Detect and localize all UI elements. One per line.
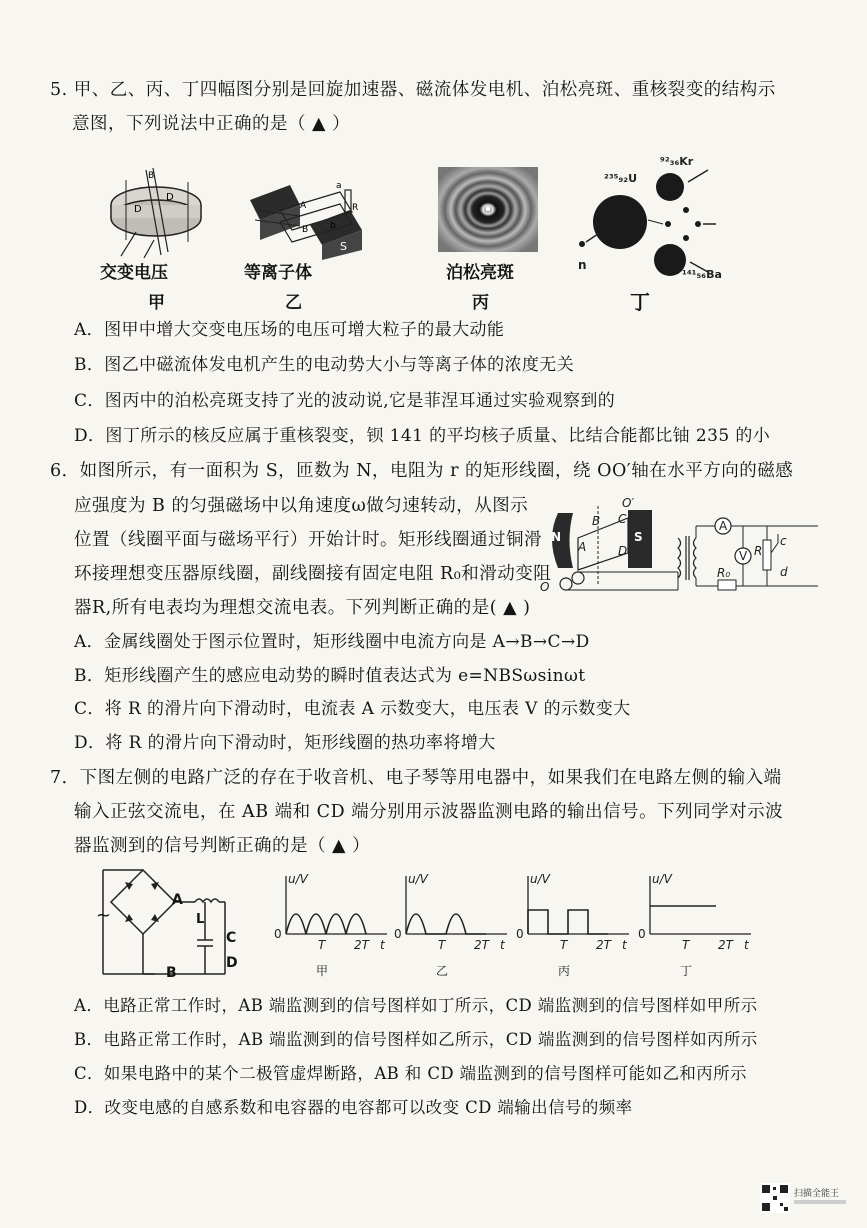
svg-text:B: B — [302, 225, 309, 235]
q6-option-c: C．将 R 的滑片向下滑动时，电流表 A 示数变大，电压表 V 的示数变大 — [74, 699, 631, 719]
scanner-brand: 扫描全能王 — [794, 1189, 840, 1199]
label-krypton: ⁹²₃₆Kr — [660, 155, 694, 168]
graph-bing-tick-2t: 2T — [596, 938, 611, 952]
graph-ding-tick-t: T — [682, 938, 690, 952]
graph-jia-y-label: u/V — [288, 872, 308, 886]
graph-jia-t-label: t — [380, 938, 385, 952]
q7-stem-line-2: 输入正弦交流电，在 AB 端和 CD 端分别用示波器监测电路的输出信号。下列同学对示波 — [74, 802, 784, 822]
svg-text:A: A — [300, 201, 307, 211]
graph-yi-y-label: u/V — [408, 872, 428, 886]
fig5-label-yi: 乙 — [285, 293, 302, 313]
graph-jia-tick-2t: 2T — [354, 938, 369, 952]
fig6-label-o-prime: O′ — [622, 496, 635, 510]
q5-option-b: B．图乙中磁流体发电机产生的电动势大小与等离子体的浓度无关 — [74, 355, 575, 375]
ac-source-symbol: ~ — [96, 905, 112, 926]
figure-nuclear-fission — [568, 152, 718, 287]
scanner-subline — [794, 1200, 846, 1204]
q5-stem-line-2: 意图，下列说法中正确的是（ ▲ ） — [72, 114, 351, 134]
svg-text:B: B — [148, 171, 155, 181]
label-neutron: n — [578, 258, 587, 272]
graph-bing-origin: 0 — [516, 927, 524, 941]
q5-stem-line-1: 5. 甲、乙、丙、丁四幅图分别是回旋加速器、磁流体发电机、泊松亮斑、重核裂变的结构示 — [50, 80, 776, 100]
graph-ding-y-label: u/V — [652, 872, 672, 886]
svg-text:D: D — [166, 192, 174, 203]
qr-code-icon — [760, 1183, 790, 1213]
q6-stem-line-5: 器R,所有电表均为理想交流电表。下列判断正确的是( ▲ ) — [74, 598, 531, 618]
fig6-label-s: S — [634, 530, 643, 544]
q6-option-b: B．矩形线圈产生的感应电动势的瞬时值表达式为 e=NBSωsinωt — [74, 666, 586, 686]
fig5-label-jia: 甲 — [148, 293, 165, 313]
signal-graph-bing — [514, 872, 634, 982]
fig6-label-a: A — [578, 540, 587, 554]
svg-text:a: a — [336, 181, 342, 191]
q6-option-a: A．金属线圈处于图示位置时，矩形线圈中电流方向是 A→B→C→D — [74, 632, 590, 652]
fig6-label-n: N — [551, 530, 562, 544]
fig6-label-c: C — [618, 512, 627, 526]
circuit-label-d: D — [226, 955, 238, 971]
ammeter-label: A — [719, 519, 728, 533]
graph-bing-y-label: u/V — [530, 872, 550, 886]
graph-yi-tick-t: T — [438, 938, 446, 952]
circuit-label-a: A — [172, 892, 183, 908]
circuit-label-l: L — [196, 912, 205, 927]
q5-option-c: C．图丙中的泊松亮斑支持了光的波动说,它是菲涅耳通过实验观察到的 — [74, 391, 616, 411]
graph-ding-origin: 0 — [638, 927, 646, 941]
svg-text:R: R — [352, 203, 359, 213]
q7-option-a: A．电路正常工作时，AB 端监测到的信号图样如丁所示，CD 端监测到的信号图样如甲所示 — [74, 996, 758, 1015]
figure-mhd-generator — [240, 180, 370, 260]
fig5-caption-jia: 交变电压 — [100, 263, 168, 283]
graph-ding-t-label: t — [744, 938, 749, 952]
slider-c-label: c — [780, 534, 787, 548]
graph-jia-origin: 0 — [274, 927, 282, 941]
q6-stem-line-2: 应强度为 B 的匀强磁场中以角速度ω做匀速转动，从图示 — [74, 496, 529, 516]
graph-jia-caption: 甲 — [316, 964, 329, 978]
label-uranium: ²³⁵₉₂U — [604, 172, 638, 185]
graph-yi-origin: 0 — [394, 927, 402, 941]
circuit-label-b: B — [166, 965, 177, 981]
q7-option-d: D．改变电感的自感系数和电容器的电容都可以改变 CD 端输出信号的频率 — [74, 1098, 633, 1117]
graph-yi-t-label: t — [500, 938, 505, 952]
signal-graph-jia — [272, 872, 392, 982]
graph-jia-tick-t: T — [318, 938, 326, 952]
q7-option-c: C．如果电路中的某个二极管虚焊断路，AB 和 CD 端监测到的信号图样可能如乙和丙所示 — [74, 1064, 747, 1083]
graph-bing-caption: 丙 — [558, 964, 571, 978]
svg-text:S: S — [340, 240, 347, 253]
graph-ding-tick-2t: 2T — [718, 938, 733, 952]
graph-bing-tick-t: T — [560, 938, 568, 952]
q6-stem-line-1: 6．如图所示，有一面积为 S，匝数为 N，电阻为 r 的矩形线圈，绕 OO′轴在水平方向的磁感 — [50, 461, 794, 481]
svg-text:D: D — [134, 204, 142, 215]
signal-graph-ding — [636, 872, 756, 982]
q6-stem-line-4: 环接理想变压器原线圈，副线圈接有固定电阻 R₀和滑动变阻 — [74, 564, 552, 584]
q7-option-b: B．电路正常工作时，AB 端监测到的信号图样如乙所示，CD 端监测到的信号图样如丙所示 — [74, 1030, 758, 1049]
q7-stem-line-1: 7．下图左侧的电路广泛的存在于收音机、电子琴等用电器中，如果我们在电路左侧的输入端 — [50, 768, 782, 788]
graph-bing-t-label: t — [622, 938, 627, 952]
q6-stem-line-3: 位置（线圈平面与磁场平行）开始计时。矩形线圈通过铜滑 — [74, 530, 542, 550]
figure-poisson-spot — [438, 167, 538, 252]
fig6-label-d: D — [618, 544, 628, 558]
voltmeter-label: V — [739, 549, 748, 563]
svg-text:b: b — [330, 221, 336, 231]
q7-stem-line-3: 器监测到的信号判断正确的是（ ▲ ） — [74, 836, 371, 856]
q5-option-d: D．图丁所示的核反应属于重核裂变，钡 141 的平均核子质量、比结合能都比铀 235 的小 — [74, 426, 771, 446]
fig5-caption-yi: 等离子体 — [244, 263, 312, 283]
label-barium: ¹⁴¹₅₆Ba — [682, 268, 722, 281]
signal-graph-yi — [392, 872, 512, 982]
figure-cyclotron — [106, 160, 206, 260]
q6-option-d: D．将 R 的滑片向下滑动时，矩形线圈的热功率将增大 — [74, 733, 496, 753]
slider-d-label: d — [780, 565, 788, 579]
fig6-label-o: O — [540, 580, 550, 594]
graph-yi-caption: 乙 — [436, 964, 449, 978]
graph-ding-caption: 丁 — [680, 964, 693, 978]
fig5-caption-bing: 泊松亮斑 — [446, 263, 514, 283]
q5-option-a: A．图甲中增大交变电压场的电压可增大粒子的最大动能 — [74, 320, 505, 340]
resistor-r-label: R — [754, 544, 763, 558]
graph-yi-tick-2t: 2T — [474, 938, 489, 952]
fig6-label-b: B — [592, 514, 601, 528]
resistor-r0-label: R₀ — [717, 566, 731, 580]
scanner-watermark — [754, 1178, 854, 1218]
fig5-label-ding: 丁 — [630, 290, 650, 314]
fig5-label-bing: 丙 — [472, 293, 489, 313]
circuit-label-c: C — [226, 930, 237, 946]
